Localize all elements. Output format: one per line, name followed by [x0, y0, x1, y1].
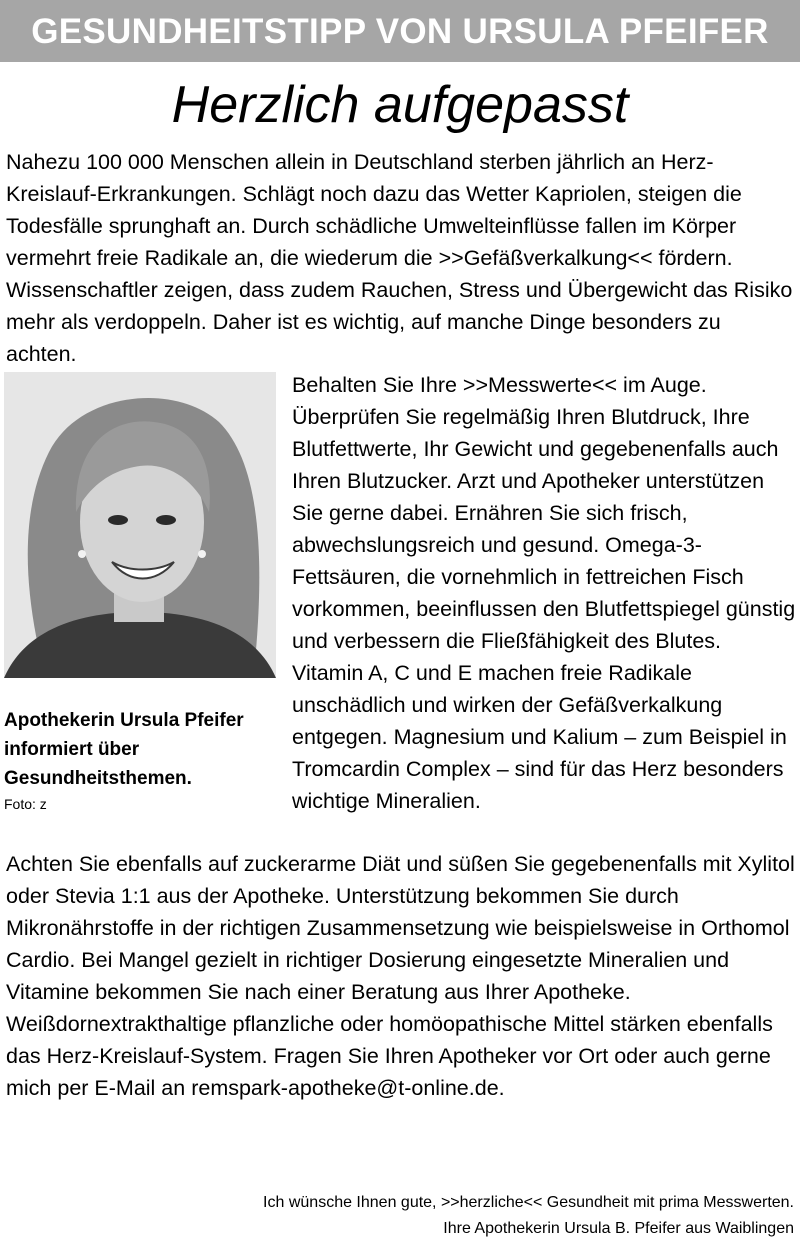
continuation-paragraph: Achten Sie ebenfalls auf zuckerarme Diät und süßen Sie gegebenenfalls mit Xylitol oder Stevia 1:1 aus der Apotheke. Unterstützung bekommen Sie durch Mikronährstoffe in der richtigen Zusammensetzung wie beispielsweise in Orthomol Cardio. Bei Mangel gezielt in richtiger Dosierung eingesetzte Mineralien und Vitamine bekommen Sie nach einer Beratung aus Ihrer Apotheke. Weißdornextrakthaltige pflanzliche oder homöopathische Mittel stärken ebenfalls das Herz-Kreislauf-System. Fragen Sie Ihren Apotheker vor Ort oder auch gerne mich per E-Mail an remspark-apotheke@t-online.de. — [6, 852, 795, 1100]
signoff — [34, 1190, 794, 1242]
right-column-paragraph: Behalten Sie Ihre >>Messwerte<< im Auge. Überprüfen Sie regelmäßig Ihren Blutdruck, Ihre Blutfettwerte, Ihr Gewicht und gegebenenfalls auch Ihren Blutzucker. Arzt und Apotheker unterstützen Sie gerne dabei. Ernähren Sie sich frisch, abwechslungsreich und gesund. Omega-3-Fettsäuren, die vornehmlich in fettreichen Fisch vorkommen, beeinflussen den Blutfettspiegel günstig und verbessern die Fließfähigkeit des Blutes. Vitamin A, C und E machen freie Radikale unschädlich und wirken der Gefäßverkalkung entgegen. Magnesium und Kalium – zum Beispiel in Tromcardin Complex – sind für das Herz besonders wichtige Mineralien. — [292, 373, 796, 813]
caption-text: Apothekerin Ursula Pfeifer informiert über Gesundheitsthemen. — [4, 710, 244, 789]
author-photo — [4, 372, 276, 678]
section-banner: GESUNDHEITSTIPP VON URSULA PFEIFER — [0, 0, 800, 62]
photo-caption — [4, 706, 286, 815]
intro-paragraph: Nahezu 100 000 Menschen allein in Deutschland sterben jährlich an Herz-Kreislauf-Erkrankungen. Schlägt noch dazu das Wetter Kapriolen, steigen die Todesfälle sprunghaft an. Durch schädliche Umwelteinflüsse fallen im Körper vermehrt freie Radikale an, die wiederum die >>Gefäßverkalkung<< fördern. Wissenschaftler zeigen, dass zudem Rauchen, Stress und Übergewicht das Risiko mehr als verdoppeln. Daher ist es wichtig, auf manche Dinge besonders zu achten. — [6, 150, 793, 366]
photo-credit: Foto: z — [4, 796, 47, 812]
portrait-illustration — [4, 372, 276, 678]
signoff-line-2: Ihre Apothekerin Ursula B. Pfeifer aus Waiblingen — [443, 1220, 794, 1237]
signoff-line-1: Ich wünsche Ihnen gute, >>herzliche<< Gesundheit mit prima Messwerten. — [263, 1194, 794, 1211]
article-headline: Herzlich aufgepasst — [171, 76, 629, 134]
